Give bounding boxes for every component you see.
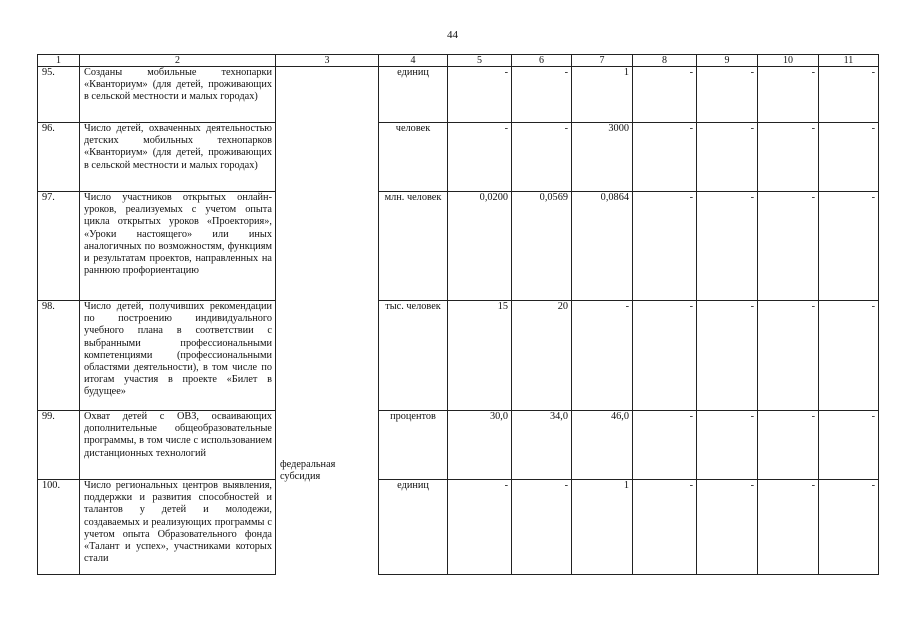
indicator-name: Число детей, охваченных деятельностью детских мобильных технопарков «Кванториум» (для детей, проживающих в сельской местности и малых городах): [80, 123, 276, 192]
row-number: 95.: [38, 67, 80, 123]
header-cell: 5: [448, 55, 512, 67]
value-cell: -: [633, 67, 697, 123]
value-cell: -: [633, 301, 697, 411]
value-cell: -: [697, 411, 758, 480]
value-cell: -: [448, 123, 512, 192]
value-cell: -: [697, 301, 758, 411]
unit-cell: тыс. человек: [379, 301, 448, 411]
row-number: 98.: [38, 301, 80, 411]
value-cell: -: [512, 480, 572, 575]
header-cell: 7: [572, 55, 633, 67]
value-cell: -: [758, 301, 819, 411]
value-cell: 1: [572, 480, 633, 575]
value-cell: -: [633, 123, 697, 192]
indicator-name: Число детей, получивших рекомендации по построению индивидуального учебного плана в соответствии с выбранными профессиональными компетенциями (профессиональными областями деятельности), в том числе по итогам участия в проекте «Билет в будущее»: [80, 301, 276, 411]
header-cell: 9: [697, 55, 758, 67]
value-cell: 3000: [572, 123, 633, 192]
row-number: 99.: [38, 411, 80, 480]
table-row: [38, 123, 879, 192]
value-cell: -: [819, 411, 879, 480]
source-label: [280, 459, 335, 483]
value-cell: 46,0: [572, 411, 633, 480]
unit-cell: единиц: [379, 67, 448, 123]
value-cell: -: [512, 123, 572, 192]
indicator-name: Число региональных центров выявления, поддержки и развития способностей и талантов у детей и молодежи, создаваемых и реализующих программы с учетом опыта Образовательного фонда «Талант и успех», участниками которых стали: [80, 480, 276, 575]
value-cell: 20: [512, 301, 572, 411]
value-cell: -: [633, 480, 697, 575]
value-cell: 0,0864: [572, 192, 633, 301]
table-row: [38, 192, 879, 301]
header-cell: 4: [379, 55, 448, 67]
table-row: [38, 67, 879, 123]
indicator-name: Число участников открытых онлайн-уроков, реализуемых с учетом опыта цикла открытых уроков «Проектория», «Уроки настоящего» или иных аналогичных по возможностям, функциям и результатам проектов, направленных на раннюю профориентацию: [80, 192, 276, 301]
header-row: [38, 55, 879, 67]
value-cell: -: [819, 480, 879, 575]
row-number: 97.: [38, 192, 80, 301]
table-row: [38, 411, 879, 480]
source-cell: [276, 67, 379, 575]
value-cell: -: [697, 480, 758, 575]
value-cell: -: [697, 67, 758, 123]
value-cell: -: [633, 192, 697, 301]
value-cell: -: [572, 301, 633, 411]
table-row: [38, 480, 879, 575]
source-label-line1: федеральная: [280, 459, 336, 470]
indicators-table: [37, 54, 879, 575]
header-cell: 6: [512, 55, 572, 67]
unit-cell: человек: [379, 123, 448, 192]
value-cell: -: [448, 67, 512, 123]
header-cell: 3: [276, 55, 379, 67]
header-cell: 1: [38, 55, 80, 67]
value-cell: -: [758, 123, 819, 192]
value-cell: -: [697, 123, 758, 192]
header-cell: 10: [758, 55, 819, 67]
page-number: 44: [447, 29, 458, 41]
value-cell: 1: [572, 67, 633, 123]
header-cell: 8: [633, 55, 697, 67]
value-cell: -: [758, 192, 819, 301]
value-cell: -: [633, 411, 697, 480]
value-cell: 34,0: [512, 411, 572, 480]
indicator-name: Охват детей с ОВЗ, осваивающих дополнительные общеобразовательные программы, в том числе с использованием дистанционных технологий: [80, 411, 276, 480]
value-cell: -: [819, 301, 879, 411]
header-cell: 11: [819, 55, 879, 67]
row-number: 96.: [38, 123, 80, 192]
value-cell: -: [819, 67, 879, 123]
value-cell: -: [512, 67, 572, 123]
value-cell: 30,0: [448, 411, 512, 480]
value-cell: 0,0569: [512, 192, 572, 301]
value-cell: -: [697, 192, 758, 301]
unit-cell: процентов: [379, 411, 448, 480]
value-cell: -: [448, 480, 512, 575]
value-cell: 0,0200: [448, 192, 512, 301]
value-cell: -: [819, 192, 879, 301]
row-number: 100.: [38, 480, 80, 575]
value-cell: -: [758, 411, 819, 480]
source-label-line2: субсидия: [280, 471, 321, 483]
indicator-name: Созданы мобильные технопарки «Кванториум» (для детей, проживающих в сельской местности и малых городах): [80, 67, 276, 123]
unit-cell: единиц: [379, 480, 448, 575]
unit-cell: млн. человек: [379, 192, 448, 301]
table-row: [38, 301, 879, 411]
value-cell: -: [819, 123, 879, 192]
header-cell: 2: [80, 55, 276, 67]
value-cell: -: [758, 67, 819, 123]
value-cell: 15: [448, 301, 512, 411]
value-cell: -: [758, 480, 819, 575]
